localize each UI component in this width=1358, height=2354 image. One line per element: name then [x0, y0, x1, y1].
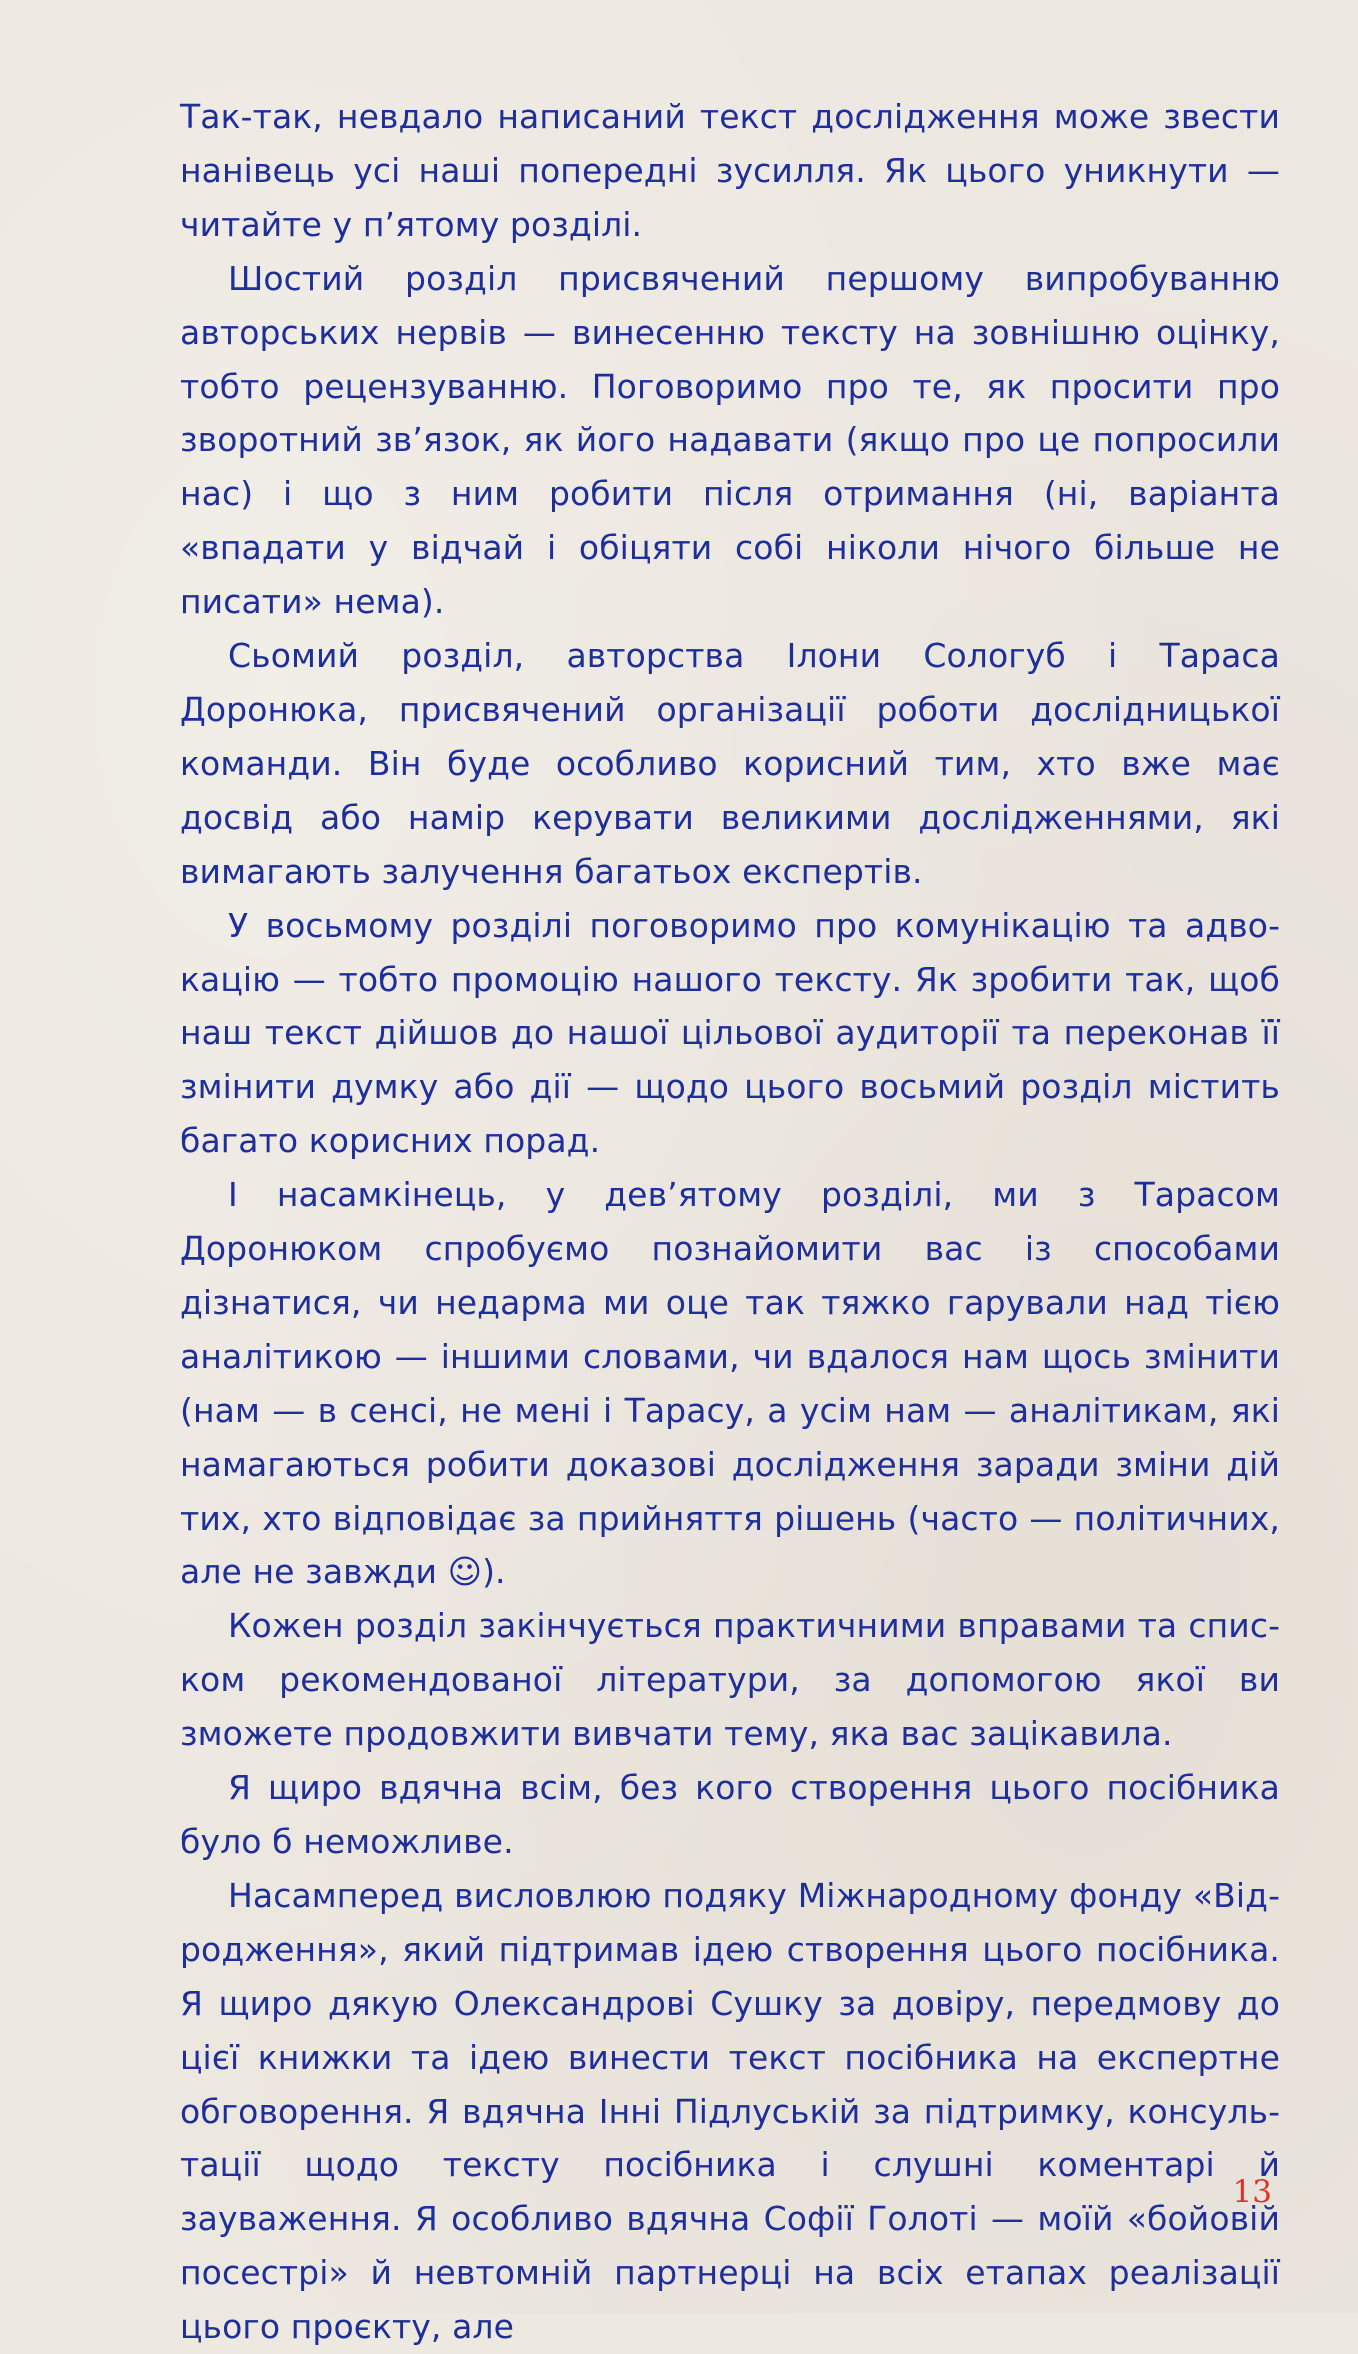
paragraph-3: Сьомий розділ, авторства Ілони Сологуб і Тараса Доронюка, присвячений організації роботи дослідницької команди. Він буде особливо корисний тим, хто вже має досвід або намір керувати великими дослідженнями, які вимагають залучення багатьох експертів.	[180, 636, 1280, 891]
paragraph-8: Насамперед висловлюю подяку Міжнародному фонду «Відродження», який підтримав ідею створення цього посібника. Я щиро дякую Олександрові Сушку за довіру, передмову до цієї книжки та ідею винести текст посібника на експертне обговорення. Я вдячна Інні Підлуській за підтримку, консультації щодо тексту посібника і слушні коментарі й зауваження. Я особливо вдячна Софії Голоті — моїй «бойовій посестрі» й невтомній партнерці на всіх етапах реалізації цього проєкту, але	[180, 1875, 1280, 2347]
paragraph-4: У восьмому розділі поговоримо про комунікацію та адвокацію — тобто промоцію нашого тексту. Як зробити так, щоб наш текст дійшов до нашої цільової аудиторії та переконав її змінити думку або дії — щодо цього восьмий розділ містить багато корисних порад.	[180, 905, 1280, 1161]
paragraph-1: Так-так, невдало написаний текст дослідження може звести нанівець усі наші попередні зусилля. Як цього уникнути — читайте у п’ятому розділі.	[180, 97, 1280, 244]
paragraph-5: І насамкінець, у дев’ятому розділі, ми з Тарасом Доронюком спробуємо познайомити вас із способами дізнатися, чи недарма ми оце так тяжко гарували над тією аналітикою — іншими словами, чи вдалося нам щось змінити (нам — в сенсі, не мені і Тарасу, а усім нам — аналітикам, які намагаються робити доказові дослідження заради зміни дій тих, хто відповідає за прийняття рішень (часто — політичних, але не завжди ☺).	[180, 1175, 1280, 1592]
paragraph-2: Шостий розділ присвячений першому випробуванню авторських нервів — винесенню тексту на зовнішню оцінку, тобто рецензуванню. Поговоримо про те, як просити про зворотний зв’язок, як його надавати (якщо про це попросили нас) і що з ним робити після отримання (ні, варіанта «впадати у відчай і обіцяти собі ніколи нічого більше не писати» нема).	[180, 258, 1280, 622]
paragraph-7: Я щиро вдячна всім, без кого створення цього посібника було б неможливе.	[180, 1768, 1280, 1861]
body-text	[180, 90, 1280, 2354]
paragraph-6: Кожен розділ закінчується практичними вправами та списком рекомендованої літератури, за допомогою якої ви зможете продовжити вивчати тему, яка вас зацікавила.	[180, 1606, 1280, 1754]
page-number: 13	[1232, 2174, 1272, 2210]
